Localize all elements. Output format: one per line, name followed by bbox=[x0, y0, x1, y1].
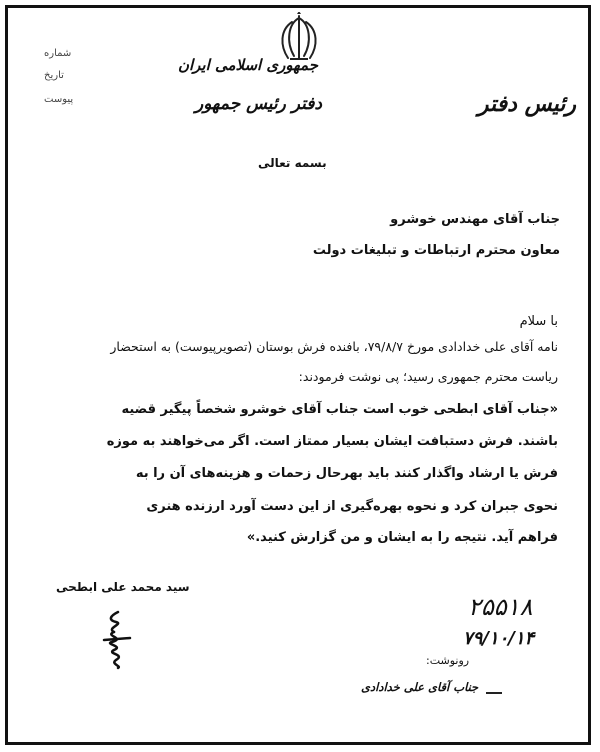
greeting: با سلام bbox=[519, 314, 558, 329]
signer-name: سید محمد علی ابطحی bbox=[56, 580, 190, 594]
paragraph-line: نامه آقای علی خدادادی مورخ ۷۹/۸/۷، بافنده فرش بوستان (تصویرپیوست) به استحضار bbox=[110, 339, 558, 354]
cc-recipient: جناب آقای علی خدادادی bbox=[361, 680, 479, 694]
signature-icon bbox=[96, 610, 140, 670]
registration-number: ۲۵۵۱۸ bbox=[468, 593, 533, 621]
cc-dash bbox=[486, 692, 502, 694]
quote-line: «جناب آقای ابطحی خوب است جناب آقای خوشرو شخصاً پیگیر قضیه bbox=[121, 402, 558, 417]
meta-date-label: تاریخ bbox=[44, 70, 64, 81]
org-name-line1: جمهوری اسلامی ایران bbox=[177, 56, 318, 74]
recipient-name: جناب آقای مهندس خوشرو bbox=[390, 212, 560, 227]
meta-number-label: شماره bbox=[44, 48, 72, 59]
cc-label: رونوشت: bbox=[426, 654, 470, 667]
letter-page bbox=[5, 5, 591, 745]
quote-line: فرش یا ارشاد واگذار کنند باید بهرحال زحمات و هزینه‌های آن را به bbox=[135, 466, 558, 481]
quote-line: نحوی جبران کرد و نحوه بهره‌گیری از این دست آورد ارزنده هنری bbox=[146, 499, 558, 514]
org-name-line2: دفتر رئیس جمهور bbox=[195, 94, 322, 114]
registration-date: ۷۹/۱۰/۱۴ bbox=[463, 628, 535, 649]
besm-heading: بسمه تعالی bbox=[258, 156, 327, 170]
quote-line: فراهم آید. نتیجه را به ایشان و من گزارش کنید.» bbox=[246, 530, 558, 545]
meta-attachment-label: پیوست bbox=[44, 94, 74, 105]
recipient-title: معاون محترم ارتباطات و تبلیغات دولت bbox=[312, 243, 560, 258]
paragraph-line: ریاست محترم جمهوری رسید؛ پی نوشت فرمودند: bbox=[298, 369, 558, 384]
head-office-label: رئیس دفتر bbox=[477, 92, 576, 117]
quote-line: باشند. فرش دستبافت ایشان بسیار ممتاز است. اگر می‌خواهند به موزه bbox=[106, 434, 558, 449]
